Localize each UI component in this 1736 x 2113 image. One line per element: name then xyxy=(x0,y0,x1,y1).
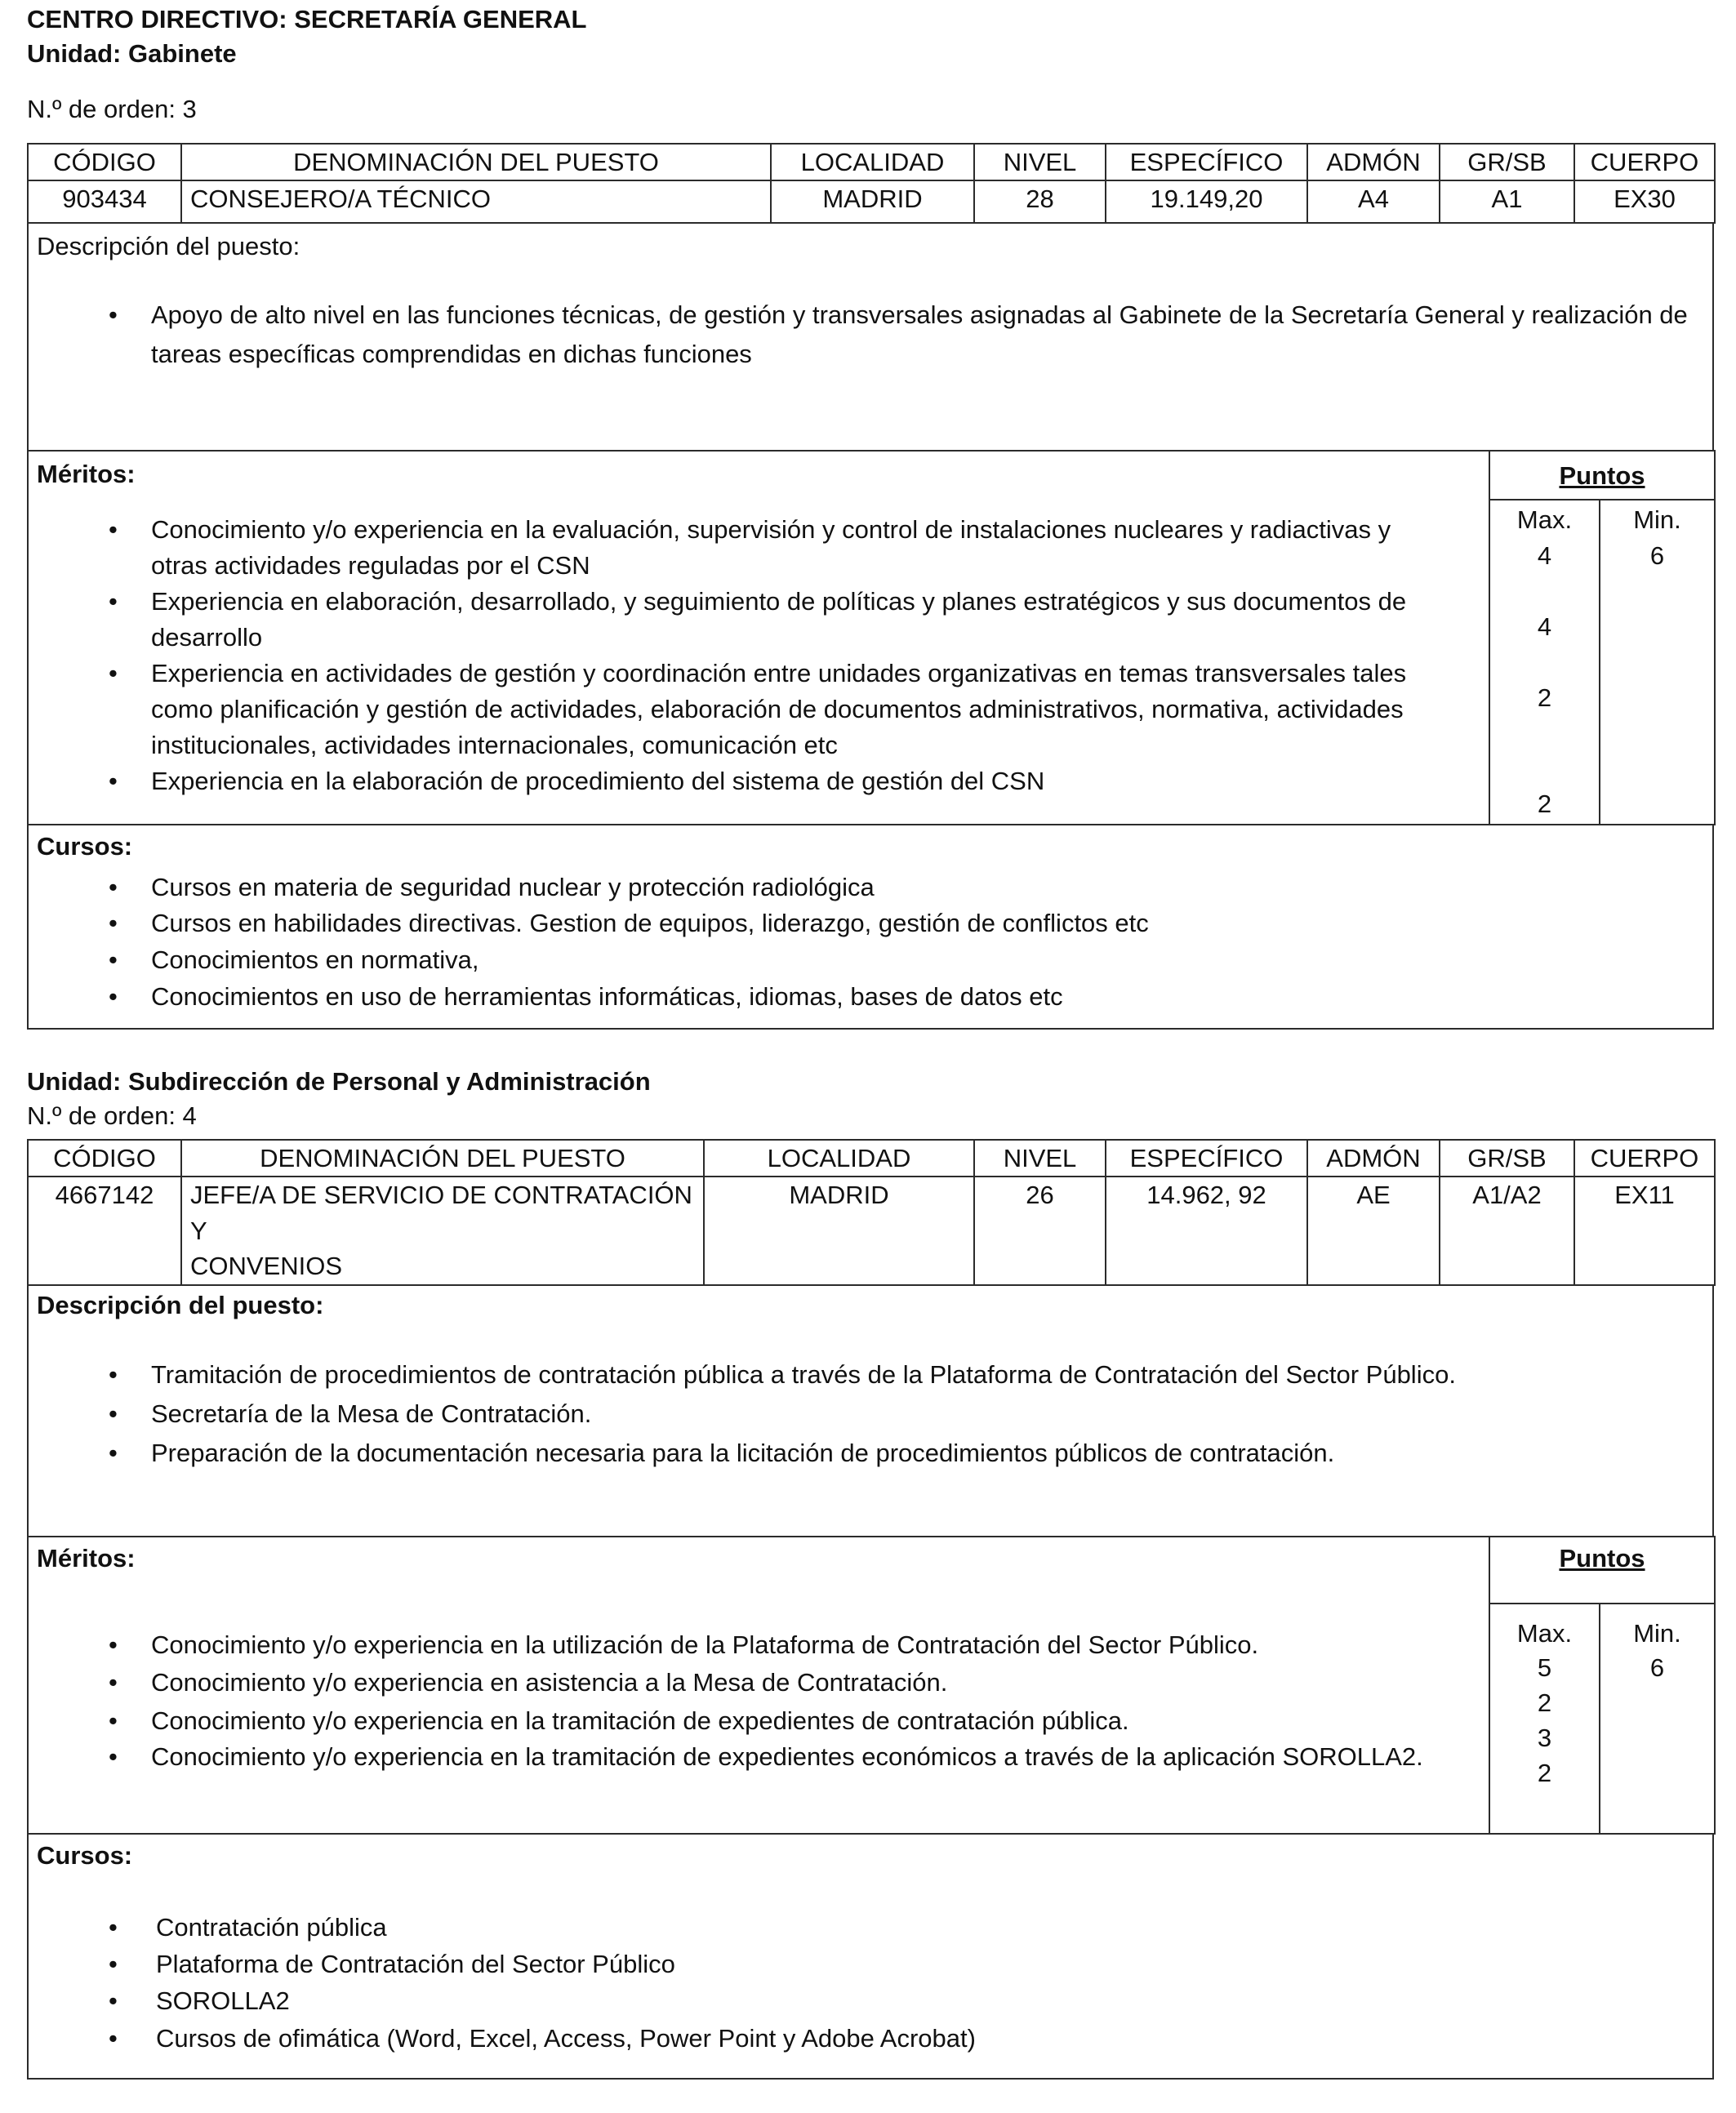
list-item: • Experiencia en la elaboración de procedimiento del sistema de gestión del CSN xyxy=(37,763,1431,799)
table-row xyxy=(28,1177,1715,1284)
centro-directivo-heading: CENTRO DIRECTIVO: SECRETARÍA GENERAL xyxy=(27,5,587,33)
meritos-label: Méritos: xyxy=(37,1543,136,1573)
cursos-list xyxy=(37,870,1704,1016)
list-item: • Conocimiento y/o experiencia en la tramitación de expedientes de contratación pública. xyxy=(37,1702,1431,1741)
list-item: • Experiencia en actividades de gestión y coordinación entre unidades organizativas en temas transversales tales como planificación y gestión de actividades, elaboración de documentos administrativos, normativa, actividades institucionales, actividades internacionales, comunicación etc xyxy=(37,656,1431,763)
denominacion-line-1: JEFE/A DE SERVICIO DE CONTRATACIÓN Y xyxy=(190,1181,692,1245)
list-item: • Conocimientos en normativa, xyxy=(37,942,1704,979)
col-header-cuerpo: CUERPO xyxy=(1574,1140,1715,1177)
puntos-header: Puntos xyxy=(1489,1537,1715,1604)
col-header-denominacion: DENOMINACIÓN DEL PUESTO xyxy=(181,1140,704,1177)
max-value: 4 xyxy=(1537,541,1552,571)
min-column xyxy=(1600,1604,1715,1834)
list-item: • Conocimiento y/o experiencia en la tramitación de expedientes económicos a través de la aplicación SOROLLA2. xyxy=(37,1740,1431,1775)
cell-especifico: 19.149,20 xyxy=(1106,180,1307,223)
cursos-cell xyxy=(28,1834,1713,2079)
orden-number: N.º de orden: 3 xyxy=(27,95,197,123)
col-header-localidad: LOCALIDAD xyxy=(771,144,974,180)
denominacion-line-2: CONVENIOS xyxy=(190,1252,343,1281)
table-header-row xyxy=(28,144,1715,180)
col-header-codigo: CÓDIGO xyxy=(28,144,181,180)
col-header-localidad: LOCALIDAD xyxy=(704,1140,974,1177)
meritos-cell xyxy=(28,451,1489,825)
puesto-1-summary-table xyxy=(27,143,1716,224)
list-item: • Secretaría de la Mesa de Contratación. xyxy=(37,1395,1704,1434)
col-header-admon: ADMÓN xyxy=(1307,1140,1440,1177)
unidad-heading: Unidad: Gabinete xyxy=(27,39,237,68)
list-item: • Plataforma de Contratación del Sector Público xyxy=(37,1946,1704,1982)
puesto-1-meritos-table xyxy=(27,450,1716,825)
descripcion-label: Descripción del puesto: xyxy=(37,232,300,261)
list-item: • Conocimiento y/o experiencia en la utilización de la Plataforma de Contratación del Sector Público. xyxy=(37,1626,1431,1665)
list-item: • Tramitación de procedimientos de contratación pública a través de la Plataforma de Contratación del Sector Público. xyxy=(37,1355,1704,1395)
cell-grsb: A1/A2 xyxy=(1440,1177,1574,1284)
puesto-1-cursos-table xyxy=(27,824,1714,1030)
cursos-label: Cursos: xyxy=(37,1840,133,1870)
min-value: 6 xyxy=(1649,541,1665,571)
col-header-denominacion: DENOMINACIÓN DEL PUESTO xyxy=(181,144,771,180)
col-header-especifico: ESPECÍFICO xyxy=(1106,1140,1307,1177)
meritos-label: Méritos: xyxy=(37,460,136,489)
max-column xyxy=(1489,1604,1600,1834)
list-item: • Cursos en habilidades directivas. Gestion de equipos, liderazgo, gestión de conflictos etc xyxy=(37,905,1704,942)
puesto-1-descripcion-table xyxy=(27,222,1714,452)
cell-cuerpo: EX30 xyxy=(1574,180,1715,223)
list-item: • Conocimiento y/o experiencia en la evaluación, supervisión y control de instalaciones nucleares y radiactivas y otras actividades reguladas por el CSN xyxy=(37,512,1431,584)
cursos-list xyxy=(37,1909,1704,2057)
cell-codigo: 4667142 xyxy=(28,1177,181,1284)
col-header-grsb: GR/SB xyxy=(1440,1140,1574,1177)
puesto-2-cursos-table xyxy=(27,1833,1714,2080)
list-item: • Conocimientos en uso de herramientas informáticas, idiomas, bases de datos etc xyxy=(37,979,1704,1016)
cell-denominacion xyxy=(181,1177,704,1284)
cell-localidad: MADRID xyxy=(704,1177,974,1284)
table-row xyxy=(28,180,1715,223)
max-value: 5 xyxy=(1537,1653,1552,1682)
list-item: • SOROLLA2 xyxy=(37,1982,1704,2019)
cell-localidad: MADRID xyxy=(771,180,974,223)
cell-especifico: 14.962, 92 xyxy=(1106,1177,1307,1284)
table-header-row xyxy=(28,1140,1715,1177)
list-item: • Apoyo de alto nivel en las funciones técnicas, de gestión y transversales asignadas al Gabinete de la Secretaría General y realización de tareas específicas comprendidas en dichas funciones xyxy=(37,296,1688,374)
min-label: Min. xyxy=(1633,1618,1681,1648)
col-header-especifico: ESPECÍFICO xyxy=(1106,144,1307,180)
max-value: 3 xyxy=(1537,1723,1552,1752)
puntos-header: Puntos xyxy=(1489,451,1715,500)
descripcion-cell xyxy=(28,1285,1713,1537)
col-header-cuerpo: CUERPO xyxy=(1574,144,1715,180)
descripcion-label: Descripción del puesto: xyxy=(37,1290,324,1319)
puesto-2-descripcion-table xyxy=(27,1284,1714,1537)
puesto-2-block xyxy=(27,1139,1716,2080)
max-column xyxy=(1489,500,1600,825)
descripcion-cell xyxy=(28,223,1713,451)
min-label: Min. xyxy=(1633,505,1681,535)
col-header-admon: ADMÓN xyxy=(1307,144,1440,180)
cell-admon: A4 xyxy=(1307,180,1440,223)
min-column xyxy=(1600,500,1715,825)
puesto-2-summary-table xyxy=(27,1139,1716,1286)
min-value: 6 xyxy=(1649,1653,1665,1682)
cell-admon: AE xyxy=(1307,1177,1440,1284)
orden-number-2: N.º de orden: 4 xyxy=(27,1101,197,1130)
descripcion-list xyxy=(37,1355,1704,1473)
cursos-label: Cursos: xyxy=(37,832,133,861)
list-item: • Cursos en materia de seguridad nuclear y protección radiológica xyxy=(37,870,1704,906)
puesto-1-block xyxy=(27,143,1716,1030)
max-value: 2 xyxy=(1537,683,1552,713)
col-header-nivel: NIVEL xyxy=(974,1140,1106,1177)
descripcion-list xyxy=(37,296,1704,374)
col-header-nivel: NIVEL xyxy=(974,144,1106,180)
puesto-2-meritos-table xyxy=(27,1536,1716,1835)
list-item: • Experiencia en elaboración, desarrollado, y seguimiento de políticas y planes estratégicos y sus documentos de desarrollo xyxy=(37,584,1431,656)
cell-cuerpo: EX11 xyxy=(1574,1177,1715,1284)
list-item: • Cursos de ofimática (Word, Excel, Access, Power Point y Adobe Acrobat) xyxy=(37,2020,1704,2057)
col-header-grsb: GR/SB xyxy=(1440,144,1574,180)
max-value: 2 xyxy=(1537,1758,1552,1787)
max-label: Max. xyxy=(1516,505,1573,535)
cell-nivel: 28 xyxy=(974,180,1106,223)
cell-denominacion: CONSEJERO/A TÉCNICO xyxy=(181,180,771,223)
max-value: 2 xyxy=(1537,790,1552,819)
meritos-cell xyxy=(28,1537,1489,1834)
max-value: 4 xyxy=(1537,612,1552,642)
list-item: • Conocimiento y/o experiencia en asistencia a la Mesa de Contratación. xyxy=(37,1664,1431,1702)
max-value: 2 xyxy=(1537,1688,1552,1717)
meritos-list xyxy=(37,1626,1480,1775)
cell-grsb: A1 xyxy=(1440,180,1574,223)
cell-codigo: 903434 xyxy=(28,180,181,223)
col-header-codigo: CÓDIGO xyxy=(28,1140,181,1177)
unidad-heading-2: Unidad: Subdirección de Personal y Administración xyxy=(27,1067,651,1096)
meritos-list xyxy=(37,512,1480,799)
list-item: • Preparación de la documentación necesaria para la licitación de procedimientos públicos de contratación. xyxy=(37,1434,1704,1473)
cursos-cell xyxy=(28,825,1713,1029)
list-item: • Contratación pública xyxy=(37,1909,1704,1946)
max-label: Max. xyxy=(1516,1618,1573,1648)
cell-nivel: 26 xyxy=(974,1177,1106,1284)
